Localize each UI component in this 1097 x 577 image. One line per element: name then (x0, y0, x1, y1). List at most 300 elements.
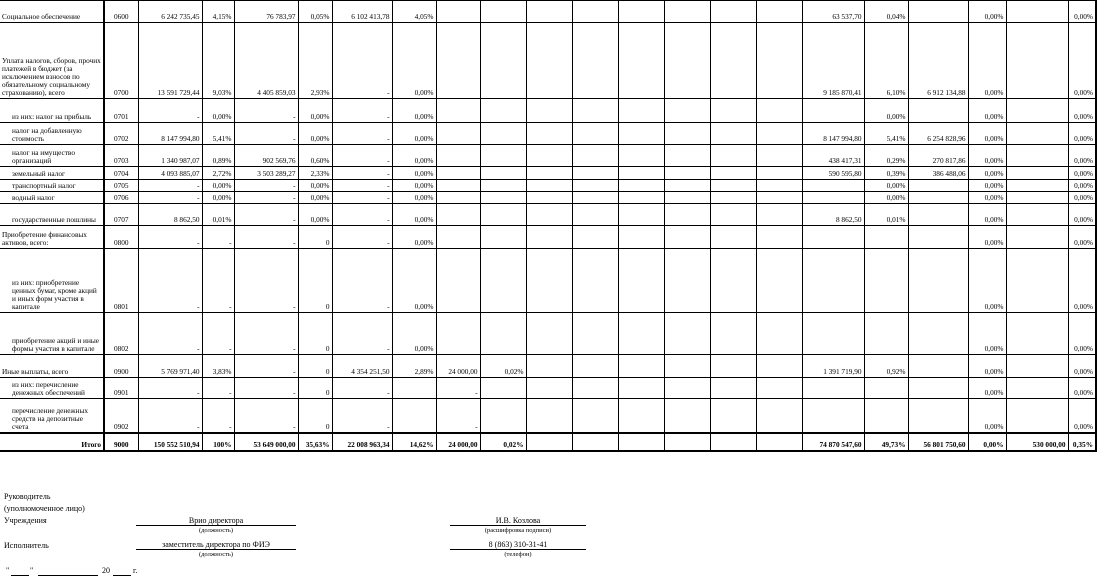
cell: 49,73% (864, 433, 908, 451)
cell (802, 226, 864, 249)
cell (756, 399, 802, 433)
cell (526, 123, 572, 145)
cell (436, 192, 480, 204)
cell (436, 145, 480, 167)
cell (1006, 204, 1068, 226)
cell (1006, 378, 1068, 399)
cell (908, 226, 968, 249)
cell (572, 192, 618, 204)
cell (710, 355, 756, 378)
cell (480, 123, 526, 145)
cell (618, 204, 664, 226)
head-position-caption: (должность) (198, 527, 234, 534)
row-code: 0700 (104, 23, 138, 99)
executor-label: Исполнитель (4, 541, 49, 550)
cell: - (138, 313, 202, 355)
table-row (0, 204, 1096, 226)
cell (756, 180, 802, 192)
cell: 0,35% (1068, 433, 1096, 451)
cell: 0,00% (968, 192, 1006, 204)
table-row (0, 1, 1096, 23)
cell: 0,00% (864, 99, 908, 123)
cell (1006, 99, 1068, 123)
cell (480, 145, 526, 167)
cell (710, 23, 756, 99)
cell: 0,00% (392, 192, 436, 204)
cell: 6 912 134,88 (908, 23, 968, 99)
table-row (0, 23, 1096, 99)
cell: 0,01% (202, 204, 234, 226)
cell (756, 1, 802, 23)
cell (1006, 313, 1068, 355)
cell: 0,02% (480, 355, 526, 378)
cell: 9,03% (202, 23, 234, 99)
cell: 0,00% (968, 433, 1006, 451)
cell (710, 123, 756, 145)
cell (756, 313, 802, 355)
cell (710, 399, 756, 433)
cell (480, 378, 526, 399)
cell: 902 569,76 (234, 145, 298, 167)
cell (436, 99, 480, 123)
cell: 0,00% (298, 192, 332, 204)
cell (436, 204, 480, 226)
cell (664, 180, 710, 192)
cell: - (202, 378, 234, 399)
cell (618, 355, 664, 378)
cell: 386 488,06 (908, 167, 968, 180)
executor-phone: 8 (863) 310-31-41 (488, 540, 548, 549)
table-row (0, 378, 1096, 399)
cell (618, 226, 664, 249)
cell: 0,29% (864, 145, 908, 167)
cell (480, 23, 526, 99)
cell (756, 23, 802, 99)
cell: 22 008 963,34 (332, 433, 392, 451)
cell: 0,01% (864, 204, 908, 226)
cell (526, 313, 572, 355)
row-name: из них: приобретение ценных бумаг, кроме акций и иных форм участия в капитале (0, 249, 104, 313)
cell (572, 355, 618, 378)
row-name: Социальное обеспечение (0, 1, 104, 23)
cell: 0,00% (1068, 226, 1096, 249)
cell (908, 313, 968, 355)
cell: 5 769 971,40 (138, 355, 202, 378)
cell (1006, 23, 1068, 99)
cell: 0,00% (392, 313, 436, 355)
cell: - (202, 313, 234, 355)
cell (436, 1, 480, 23)
table-row (0, 123, 1096, 145)
row-code: 0703 (104, 145, 138, 167)
cell (572, 145, 618, 167)
row-code: 0706 (104, 192, 138, 204)
cell (526, 355, 572, 378)
row-code: 0901 (104, 378, 138, 399)
cell (572, 313, 618, 355)
cell (664, 123, 710, 145)
cell (908, 355, 968, 378)
cell (710, 204, 756, 226)
head-name-caption: (расшифровка подписи) (484, 527, 552, 534)
cell: - (234, 378, 298, 399)
cell (526, 226, 572, 249)
cell: 0,00% (968, 399, 1006, 433)
cell: 3,83% (202, 355, 234, 378)
cell: 76 783,97 (234, 1, 298, 23)
cell: - (234, 399, 298, 433)
cell (618, 99, 664, 123)
date-month-line (38, 575, 98, 576)
cell: 6 242 735,45 (138, 1, 202, 23)
cell: 2,93% (298, 23, 332, 99)
cell (618, 399, 664, 433)
cell (908, 249, 968, 313)
cell: - (332, 23, 392, 99)
cell (710, 99, 756, 123)
cell (526, 180, 572, 192)
cell (526, 204, 572, 226)
executor-position-line (136, 549, 296, 550)
cell: 438 417,31 (802, 145, 864, 167)
cell (756, 355, 802, 378)
cell: 0,00% (298, 99, 332, 123)
row-code: 0801 (104, 249, 138, 313)
cell: 0,00% (392, 167, 436, 180)
cell: 2,89% (392, 355, 436, 378)
cell: 53 649 000,00 (234, 433, 298, 451)
cell: - (332, 204, 392, 226)
cell: - (234, 249, 298, 313)
cell (802, 192, 864, 204)
cell: 2,72% (202, 167, 234, 180)
row-name: Приобретение финансовых активов, всего: (0, 226, 104, 249)
cell (710, 1, 756, 23)
row-name: налог на имущество организаций (0, 145, 104, 167)
row-name: приобретение акций и иные формы участия в капитале (0, 313, 104, 355)
cell: 8 862,50 (138, 204, 202, 226)
cell (864, 399, 908, 433)
cell: 0,60% (298, 145, 332, 167)
cell (526, 378, 572, 399)
cell (908, 180, 968, 192)
row-code: 0900 (104, 355, 138, 378)
cell: 0,00% (392, 145, 436, 167)
cell (436, 23, 480, 99)
cell: - (332, 167, 392, 180)
cell (1006, 249, 1068, 313)
cell (756, 99, 802, 123)
cell (664, 192, 710, 204)
cell: - (138, 226, 202, 249)
cell: 150 552 510,94 (138, 433, 202, 451)
cell (756, 226, 802, 249)
cell (664, 433, 710, 451)
cell: - (332, 145, 392, 167)
cell: 0,00% (968, 204, 1006, 226)
cell (436, 249, 480, 313)
cell: - (332, 249, 392, 313)
cell (618, 192, 664, 204)
cell (436, 167, 480, 180)
cell: - (332, 399, 392, 433)
cell: 0,89% (202, 145, 234, 167)
cell: 0 (298, 249, 332, 313)
cell (908, 378, 968, 399)
cell: 0,00% (1068, 145, 1096, 167)
cell: 0,92% (864, 355, 908, 378)
cell: 0,00% (1068, 99, 1096, 123)
cell: - (138, 192, 202, 204)
table-row (0, 399, 1096, 433)
cell (1006, 355, 1068, 378)
cell: 0,00% (968, 1, 1006, 23)
cell (618, 378, 664, 399)
cell: 0,00% (392, 249, 436, 313)
cell (664, 167, 710, 180)
cell: 0 (298, 378, 332, 399)
cell: 0,00% (1068, 249, 1096, 313)
cell (572, 167, 618, 180)
cell (802, 399, 864, 433)
cell (664, 99, 710, 123)
cell: 0,00% (202, 99, 234, 123)
cell (480, 180, 526, 192)
cell: 0,00% (968, 313, 1006, 355)
cell (480, 1, 526, 23)
cell: 0,00% (968, 145, 1006, 167)
cell (710, 180, 756, 192)
cell: - (234, 123, 298, 145)
cell (664, 313, 710, 355)
cell (572, 204, 618, 226)
cell (526, 433, 572, 451)
cell (572, 180, 618, 192)
cell (480, 204, 526, 226)
cell: 8 147 994,80 (802, 123, 864, 145)
cell: - (138, 99, 202, 123)
cell: 0 (298, 355, 332, 378)
row-name: Уплата налогов, сборов, прочих платежей в бюджет (за исключением взносов по обязательному социальному страхованию), всего (0, 23, 104, 99)
cell (1006, 145, 1068, 167)
cell (664, 399, 710, 433)
cell: 0,05% (298, 1, 332, 23)
cell (392, 378, 436, 399)
cell (710, 226, 756, 249)
cell (710, 378, 756, 399)
cell (664, 249, 710, 313)
cell (908, 399, 968, 433)
table-row (0, 167, 1096, 180)
head-name: И.В. Козлова (495, 516, 541, 525)
cell: 0,00% (968, 23, 1006, 99)
cell: 0,00% (298, 204, 332, 226)
cell (618, 180, 664, 192)
cell: 0,00% (1068, 355, 1096, 378)
table-row (0, 180, 1096, 192)
cell: - (234, 99, 298, 123)
cell: 24 000,00 (436, 355, 480, 378)
row-name: из них: перечисление денежных обеспечений (0, 378, 104, 399)
cell: 8 862,50 (802, 204, 864, 226)
cell (1006, 123, 1068, 145)
cell (756, 249, 802, 313)
cell (908, 192, 968, 204)
cell: 4,05% (392, 1, 436, 23)
cell: - (234, 204, 298, 226)
cell: 0,00% (1068, 313, 1096, 355)
cell (802, 249, 864, 313)
cell (1006, 226, 1068, 249)
cell (572, 1, 618, 23)
row-code: 0902 (104, 399, 138, 433)
row-code: 0800 (104, 226, 138, 249)
cell: 0,00% (392, 99, 436, 123)
executor-position: заместитель директора по ФИЭ (162, 540, 270, 549)
cell: - (234, 226, 298, 249)
cell (572, 226, 618, 249)
cell (526, 99, 572, 123)
head-position: Врио директора (188, 516, 244, 525)
cell (1006, 167, 1068, 180)
cell: 590 595,80 (802, 167, 864, 180)
cell (864, 378, 908, 399)
cell (1006, 192, 1068, 204)
cell: 0,00% (968, 167, 1006, 180)
cell: 0 (298, 399, 332, 433)
cell (480, 192, 526, 204)
row-code: 0802 (104, 313, 138, 355)
row-name: государственные пошлины (0, 204, 104, 226)
cell: 0,00% (968, 355, 1006, 378)
cell: 56 801 750,60 (908, 433, 968, 451)
cell (618, 433, 664, 451)
cell (710, 167, 756, 180)
cell (572, 23, 618, 99)
cell (908, 99, 968, 123)
cell: 24 000,00 (436, 433, 480, 451)
cell (572, 249, 618, 313)
cell: - (332, 123, 392, 145)
cell: 0,00% (1068, 1, 1096, 23)
row-name: земельный налог (0, 167, 104, 180)
cell (618, 249, 664, 313)
table-row (0, 249, 1096, 313)
cell: 6 254 828,96 (908, 123, 968, 145)
cell (1006, 180, 1068, 192)
cell: 4 093 885,07 (138, 167, 202, 180)
cell: - (234, 355, 298, 378)
cell: - (202, 226, 234, 249)
cell (572, 433, 618, 451)
cell: 1 391 719,90 (802, 355, 864, 378)
row-code: 0701 (104, 99, 138, 123)
table-row (0, 355, 1096, 378)
cell: 0,00% (392, 123, 436, 145)
cell: 0,00% (392, 226, 436, 249)
cell (710, 145, 756, 167)
cell: 0,00% (864, 192, 908, 204)
row-name: налог на добавленную стоимость (0, 123, 104, 145)
cell: 3 503 289,27 (234, 167, 298, 180)
table-row (0, 145, 1096, 167)
row-name: Иные выплаты, всего (0, 355, 104, 378)
cell (526, 145, 572, 167)
row-code: 9000 (104, 433, 138, 451)
cell: - (234, 180, 298, 192)
date-quote-open: " (6, 566, 10, 575)
cell (618, 313, 664, 355)
cell: 0,00% (968, 180, 1006, 192)
executor-phone-caption: (телефон) (504, 551, 532, 558)
cell (1006, 399, 1068, 433)
cell (572, 123, 618, 145)
cell: 0,00% (968, 226, 1006, 249)
table-row (0, 226, 1096, 249)
cell: 0,00% (298, 123, 332, 145)
cell (480, 167, 526, 180)
cell: 0,00% (968, 123, 1006, 145)
cell: 35,63% (298, 433, 332, 451)
head-name-line (450, 525, 586, 526)
cell (1006, 1, 1068, 23)
cell (756, 145, 802, 167)
row-code: 0702 (104, 123, 138, 145)
cell (526, 399, 572, 433)
cell (710, 433, 756, 451)
cell (864, 249, 908, 313)
cell (526, 167, 572, 180)
cell: 530 000,00 (1006, 433, 1068, 451)
head-label: Руководитель (4, 492, 51, 501)
cell: - (332, 180, 392, 192)
cell: 0,00% (202, 180, 234, 192)
row-name: из них: налог на прибыль (0, 99, 104, 123)
cell: 0,00% (1068, 399, 1096, 433)
cell (526, 23, 572, 99)
cell (802, 99, 864, 123)
table-row (0, 192, 1096, 204)
cell: 0,00% (392, 204, 436, 226)
cell (618, 167, 664, 180)
cell: 0,00% (1068, 378, 1096, 399)
executor-position-caption: (должность) (198, 551, 234, 558)
cell: 13 591 729,44 (138, 23, 202, 99)
cell: 0,00% (392, 23, 436, 99)
row-code: 0600 (104, 1, 138, 23)
cell (436, 123, 480, 145)
cell: 0,00% (1068, 167, 1096, 180)
cell (756, 378, 802, 399)
cell: - (138, 249, 202, 313)
row-name: транспортный налог (0, 180, 104, 192)
cell: - (436, 378, 480, 399)
cell: 0,00% (968, 249, 1006, 313)
cell: - (138, 399, 202, 433)
row-name: водный налог (0, 192, 104, 204)
cell (802, 180, 864, 192)
cell: 9 185 870,41 (802, 23, 864, 99)
cell (480, 249, 526, 313)
cell (480, 399, 526, 433)
cell: 0,04% (864, 1, 908, 23)
cell: 0 (298, 313, 332, 355)
row-code: 0704 (104, 167, 138, 180)
cell (664, 226, 710, 249)
cell: 2,33% (298, 167, 332, 180)
total-row (0, 433, 1096, 451)
cell (664, 145, 710, 167)
